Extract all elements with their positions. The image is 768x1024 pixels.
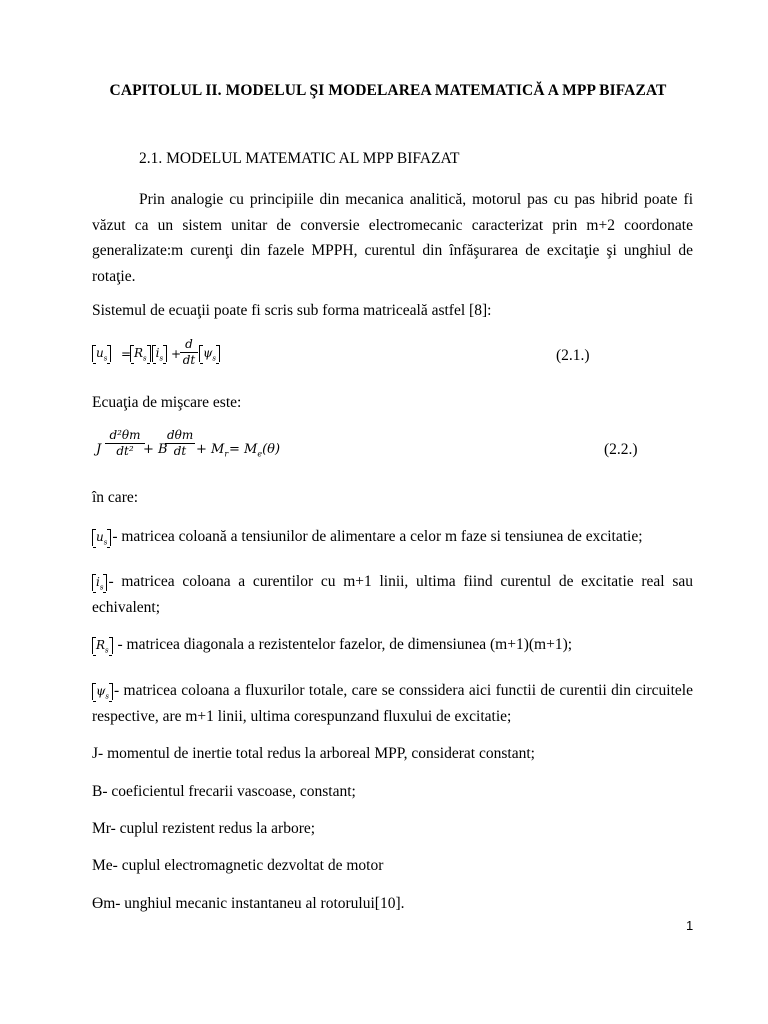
first-derivative: dθm dt: [167, 428, 194, 458]
definition-rs: $R_s$ - matricea diagonala a rezistentelor fazelor, de dimensiunea (m+1)(m+1);: [92, 636, 693, 654]
us-symbol: $u_s$: [92, 529, 111, 546]
equals-sign: =: [121, 347, 132, 361]
system-intro: Sistemul de ecuaţii poate fi scris sub forma matriceală astfel [8]:: [92, 302, 492, 319]
i-vector: $i_s$: [152, 345, 167, 362]
document-page: CAPITOLUL II. MODELUL ŞI MODELAREA MATEMATICĂ A MPP BIFAZAT 2.1. MODELUL MATEMATIC AL MPP BIFAZAT Prin analogie cu principiile din mecanica analitică, motorul pas cu pas hibrid poate fi văzut ca un sistem unitar de conversie electromecanic caracterizat prin m+2 coordonate generalizate:m curenţi din fazele MPPH, curentul din înfăşurarea de excitaţie şi unghiul de rotaţie. Sistemul de ecuaţii poate fi scris sub forma matriceală astfel [8]: $u_s$ = $R_s$ $i_s$ + $\frac{d}{dt}$ $\psi_s$ (2.1.) Ecuaţia de mişcare este: J $\frac{\text{d²θm}}{\text{dt²}}$ + B dθm dt + $M_r$ = $M_e(\theta)$ (2.2.) în care: $u_s$ - matricea coloană a tensiunilor de alimentare a celor m faze si tensiunea de excitatie; $i_s$ - matricea coloana a curentilor cu m+1 linii, ultima fiind curentul de excitatie real sau echivalent; $R_s$ - matricea diagonala a rezistentelor fazelor, de dimensiunea (m+1)(m+1); $\psi_s$ - matricea coloana a fluxurilor totale, care se conssidera aici functii de curentii din circuitele respective, are m+1 linii, ultima corespunzand fluxului de excitatie; J- momentul de inertie total redus la arboreal MPP, considerat constant; B- coeficientul frecarii vascoase, constant; Mr- cuplul rezistent redus la arbore; Me- cuplul electromagnetic dezvoltat de motor Ɵm- unghiul mecanic instantaneu al rotorului[10]. 1: [92, 82, 694, 933]
equation-number-2-1: (2.1.): [556, 347, 590, 364]
me-term: = M: [229, 442, 258, 457]
plus-sign: +: [171, 347, 182, 361]
u-vector: $u_s$: [92, 345, 111, 362]
definition-theta: Ɵm- unghiul mecanic instantaneu al rotorului[10].: [92, 895, 405, 912]
derivative-operator: $\frac{d}{dt}$: [180, 337, 198, 368]
mr-term: + M: [196, 442, 225, 457]
where-label: în care:: [92, 489, 139, 506]
definition-psi: $\psi_s$ - matricea coloana a fluxurilor totale, care se conssidera aici functii de curentii din circuitele respective, are m+1 linii, ultima corespunzand fluxului de excitatie;: [92, 682, 693, 725]
definition-me: Me- cuplul electromagnetic dezvoltat de motor: [92, 857, 384, 874]
b-term: + B: [143, 442, 168, 457]
definition-us: $u_s$ - matricea coloană a tensiunilor de alimentare a celor m faze si tensiunea de excitatie;: [92, 528, 693, 546]
j-symbol: J: [96, 442, 102, 457]
rs-symbol: $R_s$: [92, 637, 113, 654]
equation-number-2-2: (2.2.): [604, 441, 638, 458]
definition-b: B- coeficientul frecarii vascoase, constant;: [92, 783, 356, 800]
chapter-title: CAPITOLUL II. MODELUL ŞI MODELAREA MATEMATICĂ A MPP BIFAZAT: [109, 82, 667, 99]
section-title: 2.1. MODELUL MATEMATIC AL MPP BIFAZAT: [139, 150, 460, 167]
psi-vector: $\psi_s$: [199, 345, 220, 362]
psi-symbol: $\psi_s$: [92, 683, 113, 700]
intro-paragraph: Prin analogie cu principiile din mecanica analitică, motorul pas cu pas hibrid poate fi văzut ca un sistem unitar de conversie electromecanic caracterizat prin m+2 coordonate generalizate:m curenţi din fazele MPPH, curentul din înfăşurarea de excitaţie şi unghiul de rotaţie.: [92, 191, 693, 285]
definition-j: J- momentul de inertie total redus la arboreal MPP, considerat constant;: [92, 745, 535, 762]
motion-intro: Ecuaţia de mişcare este:: [92, 394, 242, 411]
page-number: 1: [686, 918, 694, 933]
definition-is: $i_s$ - matricea coloana a curentilor cu m+1 linii, ultima fiind curentul de excitatie real sau echivalent;: [92, 573, 693, 616]
definition-mr: Mr- cuplul rezistent redus la arbore;: [92, 820, 316, 837]
r-matrix: $R_s$: [130, 345, 151, 362]
is-symbol: $i_s$: [92, 574, 107, 591]
second-derivative: $\frac{\text{d²θm}}{\text{dt²}}$: [105, 428, 145, 459]
